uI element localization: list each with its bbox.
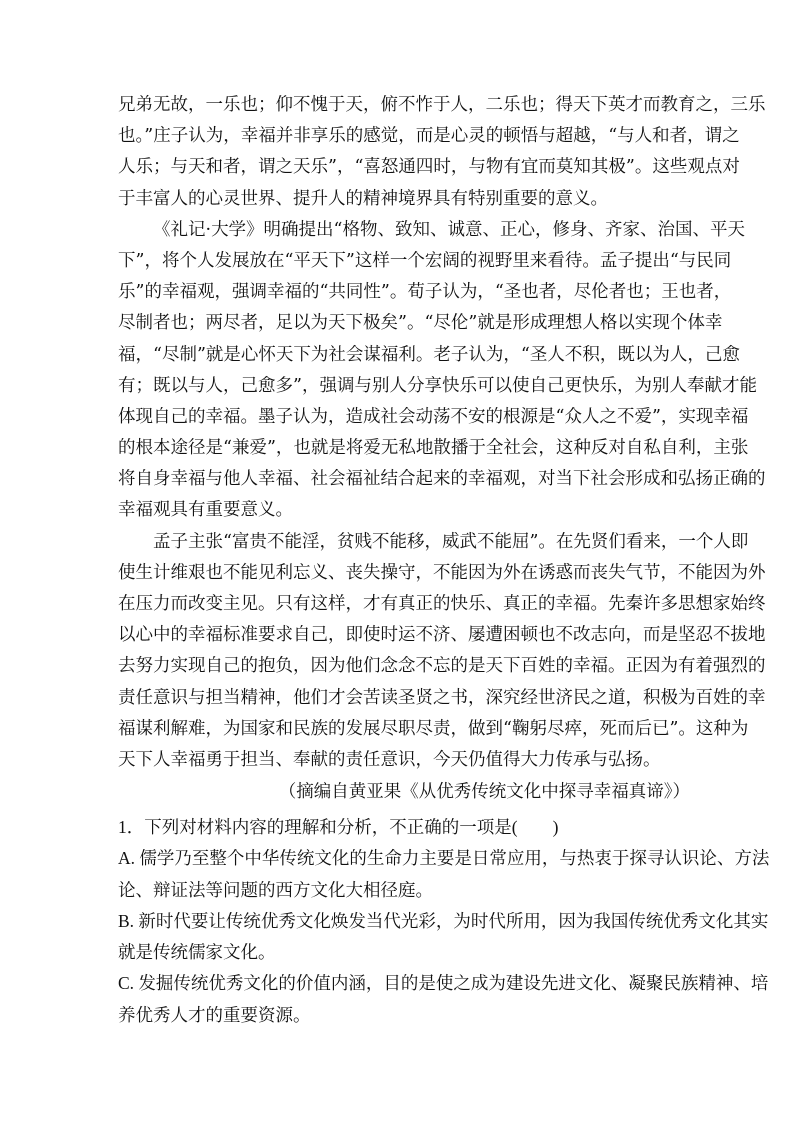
passage-line: 有；既以与人，己愈多”，强调与别人分享快乐可以使自己更快乐，为别人奉献才能 [118,375,757,396]
question-stem: 1．下列对材料内容的理解和分析，不正确的一项是( ) [118,817,559,837]
passage-line: 天下人幸福勇于担当、奉献的责任意识，今天仍值得大力传承与弘扬。 [118,749,661,770]
passage-line: 《礼记·大学》明确提出“格物、致知、诚意、正心，修身、齐家、治国、平天 [153,219,746,240]
passage-line: 也。”庄子认为，幸福并非享乐的感觉，而是心灵的顿悟与超越，“与人和者，谓之 [118,126,740,147]
source-citation: （摘编自黄亚果《从优秀传统文化中探寻幸福真谛》） [278,782,690,802]
passage-line: 将自身幸福与他人幸福、社会福祉结合起来的幸福观，对当下社会形成和弘扬正确的 [118,469,766,490]
passage-line: 下”，将个人发展放在“平天下”这样一个宏阔的视野里来看待。孟子提出“与民同 [118,250,732,271]
passage-line: 使生计维艰也不能见利忘义、丧失操守，不能因为外在诱惑而丧失气节，不能因为外 [118,562,766,583]
passage-line: 责任意识与担当精神，他们才会苦读圣贤之书，深究经世济民之道，积极为百姓的幸 [118,687,766,708]
passage-line: 人乐；与天和者，谓之天乐”，“喜怒通四时，与物有宜而莫知其极”。这些观点对 [118,157,740,178]
passage-line: 以心中的幸福标准要求自己，即使时运不济、屡遭困顿也不改志向，而是坚忍不拔地 [118,625,766,646]
passage-line: 福谋利解难，为国家和民族的发展尽职尽责，做到“鞠躬尽瘁，死而后已”。这种为 [118,718,749,739]
passage-line: 兄弟无故，一乐也；仰不愧于天，俯不怍于人，二乐也；得天下英才而教育之，三乐 [118,95,766,115]
option-c: C. 发掘传统优秀文化的价值内涵，目的是使之成为建设先进文化、凝聚民族精神、培 [118,973,769,994]
reading-passage [118,90,766,776]
passage-line: 孟子主张“富贵不能淫，贫贱不能移，威武不能屈”。在先贤们看来，一个人即 [153,531,749,552]
passage-line: 幸福观具有重要意义。 [118,500,293,521]
passage-line: 的根本途径是“兼爱”，也就是将爱无私地散播于全社会，这种反对自私自利，主张 [118,438,749,459]
passage-line: 体现自己的幸福。墨子认为，造成社会动荡不安的根源是“众人之不爱”，实现幸福 [118,406,749,427]
passage-line: 乐”的幸福观，强调幸福的“共同性”。荀子认为，“圣也者，尽伦者也；王也者， [118,282,732,303]
passage-line: 去努力实现自己的抱负，因为他们念念不忘的是天下百姓的幸福。正因为有着强烈的 [118,656,766,677]
option-a: A. 儒学乃至整个中华传统文化的生命力主要是日常应用，与热衷于探寻认识论、方法 [118,848,770,869]
option-b: 就是传统儒家文化。 [118,942,276,963]
option-c: 养优秀人才的重要资源。 [118,1004,311,1025]
passage-line: 在压力而改变主见。只有这样，才有真正的快乐、真正的幸福。先秦许多思想家始终 [118,594,766,614]
option-b: B. 新时代要让传统优秀文化焕发当代光彩，为时代所用，因为我国传统优秀文化其实 [118,910,769,931]
option-a: 论、辩证法等问题的西方文化大相径庭。 [118,879,433,900]
passage-line: 于丰富人的心灵世界、提升人的精神境界具有特别重要的意义。 [118,188,608,209]
question-1 [118,812,770,1031]
passage-line: 尽制者也；两尽者，足以为天下极矣”。“尽伦”就是形成理想人格以实现个体幸 [118,313,723,334]
passage-line: 福，“尽制”就是心怀天下为社会谋福利。老子认为，“圣人不积，既以为人，己愈 [118,344,740,365]
